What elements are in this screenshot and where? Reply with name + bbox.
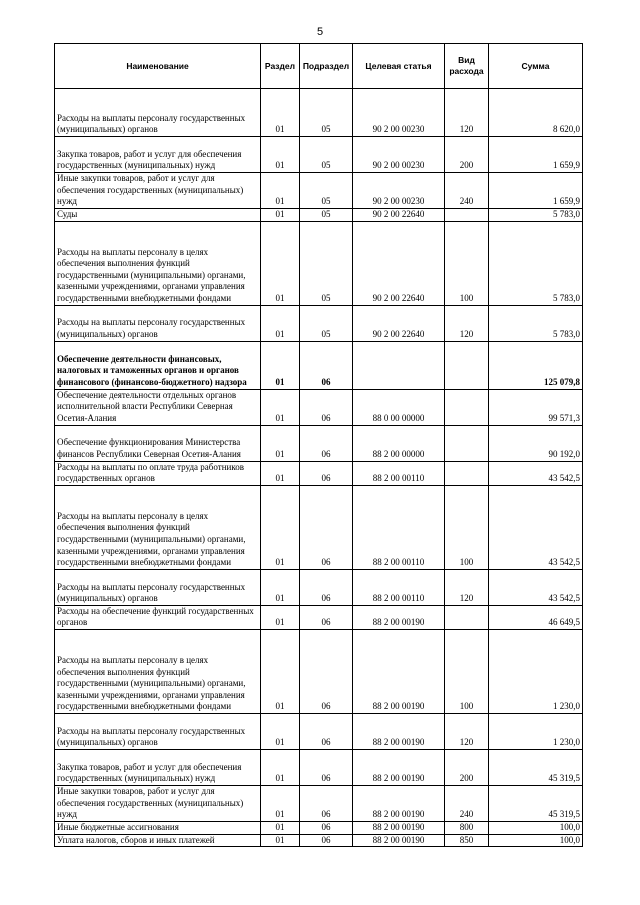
- row-expense-type-cell: 120: [445, 569, 489, 605]
- page-number: 5: [316, 26, 324, 38]
- row-sum-cell: 100,0: [489, 834, 583, 847]
- row-subsection-cell: 06: [300, 389, 353, 425]
- table-row: [55, 89, 583, 137]
- row-expense-type-cell: [445, 341, 489, 389]
- row-section-cell: 01: [261, 834, 300, 847]
- row-section-cell: 01: [261, 425, 300, 461]
- table-row: [55, 629, 583, 713]
- table-row: [55, 173, 583, 209]
- row-name-cell: Расходы на выплаты персоналу в целях обеспечения выполнения функций государственными (муниципальными) органами, казенными учреждениями, органами управления государственными внебюджетными фондами: [55, 485, 261, 569]
- row-sum-cell: 5 783,0: [489, 221, 583, 305]
- row-section-cell: 01: [261, 173, 300, 209]
- row-name-cell: Расходы на выплаты персоналу в целях обеспечения выполнения функций государственными (муниципальными) органами, казенными учреждениями, органами управления государственными внебюджетными фондами: [55, 629, 261, 713]
- table-row: [55, 221, 583, 305]
- row-subsection-cell: 06: [300, 569, 353, 605]
- row-name-cell: Расходы на выплаты персоналу государственных (муниципальных) органов: [55, 305, 261, 341]
- row-name-cell: Уплата налогов, сборов и иных платежей: [55, 834, 261, 847]
- row-section-cell: 01: [261, 713, 300, 749]
- table-header-row: [55, 44, 583, 89]
- row-subsection-cell: 05: [300, 305, 353, 341]
- row-name-cell: Иные закупки товаров, работ и услуг для обеспечения государственных (муниципальных) нужд: [55, 785, 261, 821]
- row-subsection-cell: 06: [300, 629, 353, 713]
- row-subsection-cell: 06: [300, 821, 353, 834]
- row-section-cell: 01: [261, 485, 300, 569]
- row-subsection-cell: 06: [300, 713, 353, 749]
- row-target-cell: 88 2 00 00190: [353, 713, 445, 749]
- row-section-cell: 01: [261, 605, 300, 629]
- row-section-cell: 01: [261, 749, 300, 785]
- table-row: [55, 834, 583, 847]
- row-subsection-cell: 05: [300, 173, 353, 209]
- row-sum-cell: 1 230,0: [489, 713, 583, 749]
- row-target-cell: 88 2 00 00190: [353, 629, 445, 713]
- row-name-cell: Иные бюджетные ассигнования: [55, 821, 261, 834]
- row-name-cell: Расходы на обеспечение функций государственных органов: [55, 605, 261, 629]
- row-target-cell: 90 2 00 00230: [353, 173, 445, 209]
- row-subsection-cell: 05: [300, 137, 353, 173]
- row-target-cell: 88 2 00 00190: [353, 834, 445, 847]
- header-expense-type-line1: Вид: [458, 55, 475, 65]
- row-sum-cell: 43 542,5: [489, 461, 583, 485]
- row-sum-cell: 100,0: [489, 821, 583, 834]
- row-section-cell: 01: [261, 209, 300, 222]
- row-subsection-cell: 06: [300, 485, 353, 569]
- row-expense-type-cell: [445, 605, 489, 629]
- row-expense-type-cell: [445, 389, 489, 425]
- table-row: [55, 389, 583, 425]
- row-target-cell: 88 2 00 00190: [353, 821, 445, 834]
- table-row: [55, 485, 583, 569]
- header-sum: Сумма: [489, 44, 583, 89]
- budget-table: [54, 43, 583, 847]
- row-name-cell: Расходы на выплаты персоналу государственных (муниципальных) органов: [55, 89, 261, 137]
- row-expense-type-cell: 200: [445, 749, 489, 785]
- row-name-cell: Расходы на выплаты персоналу государственных (муниципальных) органов: [55, 569, 261, 605]
- row-expense-type-cell: 120: [445, 89, 489, 137]
- table-row: [55, 713, 583, 749]
- row-expense-type-cell: 800: [445, 821, 489, 834]
- table-row: [55, 461, 583, 485]
- row-expense-type-cell: 100: [445, 221, 489, 305]
- row-name-cell: Иные закупки товаров, работ и услуг для обеспечения государственных (муниципальных) нужд: [55, 173, 261, 209]
- row-expense-type-cell: 240: [445, 173, 489, 209]
- header-section: Раздел: [261, 44, 300, 89]
- row-sum-cell: 1 659,9: [489, 173, 583, 209]
- row-subsection-cell: 05: [300, 209, 353, 222]
- row-section-cell: 01: [261, 821, 300, 834]
- row-target-cell: 90 2 00 00230: [353, 137, 445, 173]
- row-expense-type-cell: 120: [445, 305, 489, 341]
- row-section-cell: 01: [261, 305, 300, 341]
- row-expense-type-cell: 200: [445, 137, 489, 173]
- row-target-cell: 88 0 00 00000: [353, 389, 445, 425]
- header-expense-type-line2: расхода: [449, 66, 484, 76]
- row-sum-cell: 1 659,9: [489, 137, 583, 173]
- table-row: [55, 749, 583, 785]
- row-sum-cell: 45 319,5: [489, 785, 583, 821]
- row-name-cell: Расходы на выплаты персоналу в целях обеспечения выполнения функций государственными (муниципальными) органами, казенными учреждениями, органами управления государственными внебюджетными фондами: [55, 221, 261, 305]
- row-subsection-cell: 06: [300, 461, 353, 485]
- row-subsection-cell: 05: [300, 89, 353, 137]
- row-subsection-cell: 06: [300, 425, 353, 461]
- table-row: [55, 785, 583, 821]
- row-expense-type-cell: [445, 425, 489, 461]
- row-expense-type-cell: [445, 461, 489, 485]
- row-section-cell: 01: [261, 461, 300, 485]
- row-target-cell: 90 2 00 22640: [353, 209, 445, 222]
- row-sum-cell: 90 192,0: [489, 425, 583, 461]
- row-subsection-cell: 06: [300, 785, 353, 821]
- row-section-cell: 01: [261, 785, 300, 821]
- row-subsection-cell: 06: [300, 605, 353, 629]
- row-target-cell: 88 2 00 00110: [353, 569, 445, 605]
- table-row: [55, 341, 583, 389]
- row-target-cell: 88 2 00 00110: [353, 461, 445, 485]
- row-target-cell: 90 2 00 22640: [353, 305, 445, 341]
- row-sum-cell: 43 542,5: [489, 485, 583, 569]
- row-sum-cell: 45 319,5: [489, 749, 583, 785]
- table-row: [55, 305, 583, 341]
- row-sum-cell: 8 620,0: [489, 89, 583, 137]
- row-target-cell: 88 2 00 00190: [353, 605, 445, 629]
- row-subsection-cell: 06: [300, 341, 353, 389]
- row-section-cell: 01: [261, 341, 300, 389]
- row-target-cell: [353, 341, 445, 389]
- table-row: [55, 569, 583, 605]
- row-expense-type-cell: 850: [445, 834, 489, 847]
- row-sum-cell: 43 542,5: [489, 569, 583, 605]
- header-subsection: Подраздел: [300, 44, 353, 89]
- row-expense-type-cell: [445, 209, 489, 222]
- row-sum-cell: 125 079,8: [489, 341, 583, 389]
- row-name-cell: Обеспечение функционирования Министерства финансов Республики Северная Осетия-Алания: [55, 425, 261, 461]
- row-expense-type-cell: 100: [445, 485, 489, 569]
- row-name-cell: Обеспечение деятельности финансовых, налоговых и таможенных органов и органов финансового (финансово-бюджетного) надзора: [55, 341, 261, 389]
- row-section-cell: 01: [261, 137, 300, 173]
- row-target-cell: 88 2 00 00190: [353, 749, 445, 785]
- row-sum-cell: 99 571,3: [489, 389, 583, 425]
- row-section-cell: 01: [261, 569, 300, 605]
- row-expense-type-cell: 240: [445, 785, 489, 821]
- row-name-cell: Закупка товаров, работ и услуг для обеспечения государственных (муниципальных) нужд: [55, 749, 261, 785]
- row-expense-type-cell: 120: [445, 713, 489, 749]
- table-row: [55, 425, 583, 461]
- row-subsection-cell: 05: [300, 221, 353, 305]
- row-section-cell: 01: [261, 629, 300, 713]
- row-name-cell: Закупка товаров, работ и услуг для обеспечения государственных (муниципальных) нужд: [55, 137, 261, 173]
- row-target-cell: 88 2 00 00110: [353, 485, 445, 569]
- header-expense-type: [445, 44, 489, 89]
- row-section-cell: 01: [261, 389, 300, 425]
- row-name-cell: Расходы на выплаты по оплате труда работников государственных органов: [55, 461, 261, 485]
- row-name-cell: Обеспечение деятельности отдельных органов исполнительной власти Республики Северная Осетия-Алания: [55, 389, 261, 425]
- row-subsection-cell: 06: [300, 749, 353, 785]
- header-target: Целевая статья: [353, 44, 445, 89]
- row-name-cell: Суды: [55, 209, 261, 222]
- row-name-cell: Расходы на выплаты персоналу государственных (муниципальных) органов: [55, 713, 261, 749]
- row-target-cell: 88 2 00 00190: [353, 785, 445, 821]
- row-target-cell: 90 2 00 00230: [353, 89, 445, 137]
- row-section-cell: 01: [261, 89, 300, 137]
- row-target-cell: 90 2 00 22640: [353, 221, 445, 305]
- row-target-cell: 88 2 00 00000: [353, 425, 445, 461]
- row-sum-cell: 46 649,5: [489, 605, 583, 629]
- row-sum-cell: 1 230,0: [489, 629, 583, 713]
- row-section-cell: 01: [261, 221, 300, 305]
- table-row: [55, 605, 583, 629]
- table-row: [55, 821, 583, 834]
- row-sum-cell: 5 783,0: [489, 209, 583, 222]
- row-expense-type-cell: 100: [445, 629, 489, 713]
- table-row: [55, 209, 583, 222]
- header-name: Наименование: [55, 44, 261, 89]
- row-subsection-cell: 06: [300, 834, 353, 847]
- table-row: [55, 137, 583, 173]
- row-sum-cell: 5 783,0: [489, 305, 583, 341]
